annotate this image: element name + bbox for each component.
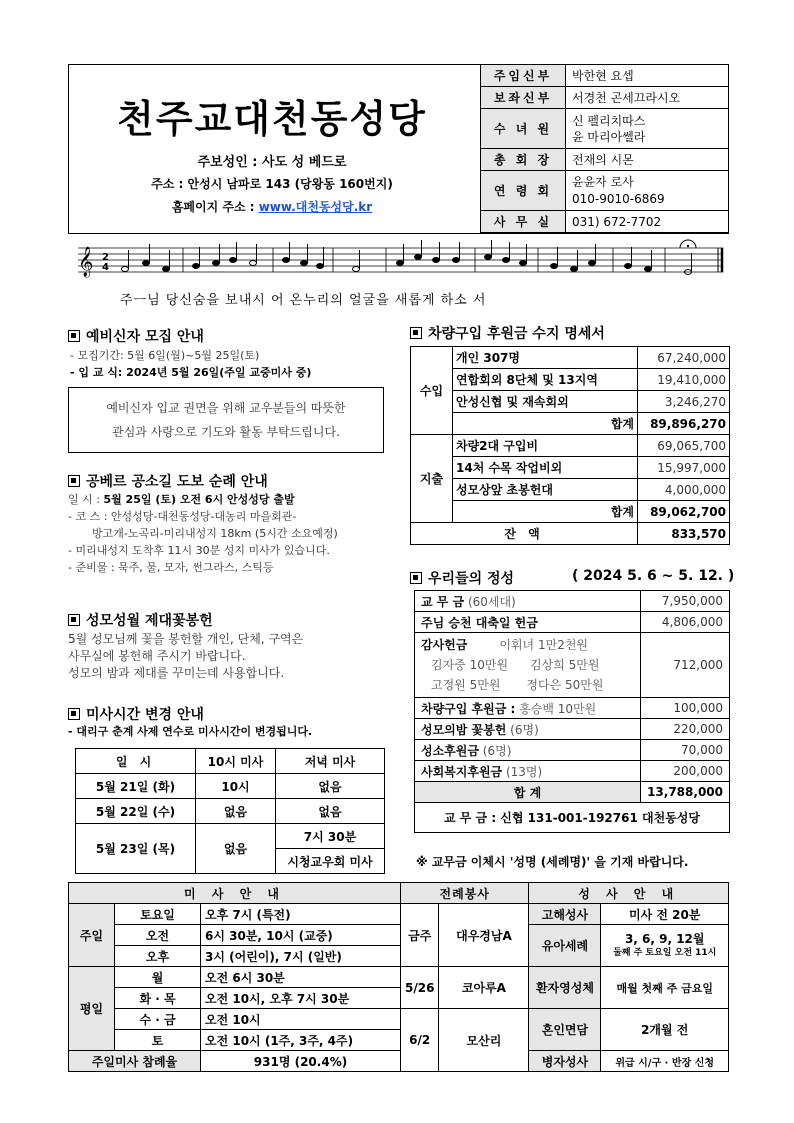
table-row: 화 · 목 오전 10시, 오후 7시 30분 bbox=[69, 988, 729, 1009]
flower-text: 5월 성모님께 꽃을 봉헌할 개인, 단체, 구역은 사무실에 봉헌해 주시기 바랍니다. 성모의 밤과 제대를 꾸미는데 사용합니다. bbox=[68, 632, 304, 680]
catechumen-box: 예비신자 입교 권면을 위해 교우분들의 따뜻한 관심과 사랑으로 기도와 활동 부탁드립니다. bbox=[68, 387, 384, 453]
offering-period: ( 2024 5. 6 ~ 5. 12. ) bbox=[572, 568, 735, 584]
square-bullet-icon bbox=[410, 327, 422, 339]
table-row: 사회복지후원금 (13명) 200,000 bbox=[415, 761, 730, 782]
homepage bbox=[80, 198, 464, 215]
church-title: 천주교대천동성당 bbox=[117, 97, 427, 141]
catechumen-title: 예비신자 모집 안내 bbox=[68, 326, 204, 346]
staff-name: 박한현 요셉 bbox=[566, 65, 729, 87]
table-row: 지출 차량2대 구입비 69,065,700 bbox=[411, 435, 730, 457]
square-bullet-icon bbox=[68, 614, 80, 626]
patron-saint: 주보성인 : 사도 성 베드로 bbox=[197, 155, 347, 170]
table-row: 수 · 금 오전 10시 6/2 모산리 혼인면담 2개월 전 bbox=[69, 1009, 729, 1030]
table-row: 14처 수목 작업비외 15,997,000 bbox=[411, 457, 730, 479]
table-row: 시청교우회 미사 bbox=[76, 849, 385, 874]
table-row: 일 시 10시 미사 저녁 미사 bbox=[76, 749, 385, 774]
staff-role: 연 령 회 bbox=[481, 171, 566, 211]
staff-name: 전재의 시몬 bbox=[566, 149, 729, 171]
treble-clef-icon: 𝄞 bbox=[78, 247, 94, 277]
homepage-label: 홈페이지 주소 : bbox=[171, 200, 255, 214]
table-row: 주일 토요일 오후 7시 (특전) 금주 대우경남A 고해성사 미사 전 20분 bbox=[69, 904, 729, 925]
mass-change-title: 미사시간 변경 안내 bbox=[68, 704, 204, 724]
vehicle-table bbox=[410, 346, 730, 545]
table-row: 5월 21일 (화) 10시 없음 bbox=[76, 774, 385, 799]
staff-name: 윤윤자 로사 010-9010-6869 bbox=[566, 171, 729, 211]
mass-change-table bbox=[75, 748, 385, 874]
staff-name: 031) 672-7702 bbox=[566, 211, 729, 233]
catechumen-entry: - 입 교 식: 2024년 5월 26일(주일 교중미사 중) bbox=[70, 366, 312, 379]
table-row: 5월 23일 (목) 없음 7시 30분 bbox=[76, 824, 385, 849]
table-row: 토 오전 10시 (1주, 3주, 4주) bbox=[69, 1030, 729, 1051]
square-bullet-icon bbox=[410, 572, 422, 584]
table-row: 주님 승천 대축일 헌금 4,806,000 bbox=[415, 612, 730, 633]
table-row: 교 무 금 : 신협 131-001-192761 대천동성당 bbox=[415, 803, 730, 833]
table-row: 잔 액 833,570 bbox=[411, 523, 730, 545]
table-row: 연합회외 8단체 및 13지역 19,410,000 bbox=[411, 369, 730, 391]
catechumen-period: - 모집기간: 5월 6일(월)~5월 25일(토) bbox=[70, 349, 260, 362]
flower-title: 성모성월 제대꽃봉헌 bbox=[68, 610, 213, 630]
homepage-link[interactable]: www.대천동성당.kr bbox=[258, 200, 373, 214]
pilgrim-details: 일 시 : 5월 25일 (토) 오전 6시 안성성당 출발 - 코 스 : 안성성당-대천동성당-대농리 마을회관- 방고개-노곡리-미리내성지 18km (5시간 소요예정) - 미리내성지 도착후 11시 30분 성지 미사가 있습니다. - 준비물 : 묵주, 물, 모자, 썬그라스, 스틱등 bbox=[68, 493, 338, 574]
address: 주소 : 안성시 남파로 143 (당왕동 160번지) bbox=[151, 177, 393, 191]
pilgrim-title: 공베르 공소길 도보 순례 안내 bbox=[68, 471, 268, 491]
table-row: 교 무 금 (60세대) 7,950,000 bbox=[415, 591, 730, 612]
offering-note: ※ 교무금 이체시 '성명 (세례명)' 을 기재 바랍니다. bbox=[416, 855, 689, 869]
vehicle-title: 차량구입 후원금 수지 명세서 bbox=[410, 323, 605, 343]
hymn-score bbox=[68, 238, 729, 286]
staff-role: 수 녀 원 bbox=[481, 109, 566, 149]
svg-text:4: 4 bbox=[102, 262, 109, 273]
schedule-table bbox=[68, 882, 729, 1072]
table-row: 미 사 안 내 전례봉사 성 사 안 내 bbox=[69, 883, 729, 904]
table-row: 합 계 13,788,000 bbox=[415, 782, 730, 803]
hymn-lyrics: 주ㅡ님 당신숨을 보내시 어 온누리의 얼굴을 새롭게 하소 서 bbox=[120, 293, 487, 308]
table-row: 성소후원금 (6명) 70,000 bbox=[415, 740, 730, 761]
table-row: 성모의밤 꽃봉헌 (6명) 220,000 bbox=[415, 719, 730, 740]
table-row: 평일 월 오전 6시 30분 5/26 코아루A 환자영성체 매월 첫째 주 금요일 bbox=[69, 967, 729, 988]
square-bullet-icon bbox=[68, 708, 80, 720]
table-row: 수입 개인 307명 67,240,000 bbox=[411, 347, 730, 369]
table-row: 오전 6시 30분, 10시 (교중) 유아세례 3, 6, 9, 12월 둘째 주 토요일 오전 11시 bbox=[69, 925, 729, 946]
staff-table bbox=[480, 64, 729, 233]
staff-name: 서경천 곤세끄라시오 bbox=[566, 87, 729, 109]
offering-table bbox=[414, 590, 730, 833]
table-row: 합계 89,062,700 bbox=[411, 501, 730, 523]
table-row: 오후 3시 (어린이), 7시 (일반) bbox=[69, 946, 729, 967]
staff-role: 사 무 실 bbox=[481, 211, 566, 233]
table-row: 5월 22일 (수) 없음 없음 bbox=[76, 799, 385, 824]
staff-role: 보좌신부 bbox=[481, 87, 566, 109]
staff-name: 신 펠리치따스 윤 마리아쎌라 bbox=[566, 109, 729, 149]
offering-title: 우리들의 정성 bbox=[410, 568, 514, 588]
mass-change-note: - 대리구 춘계 사제 연수로 미사시간이 변경됩니다. bbox=[68, 725, 313, 738]
svg-text:2: 2 bbox=[102, 252, 109, 263]
staff-role: 총 회 장 bbox=[481, 149, 566, 171]
table-row: 주일미사 참례율 931명 (20.4%) 병자성사 위급 시/구 · 반장 신청 bbox=[69, 1051, 729, 1072]
square-bullet-icon bbox=[68, 475, 80, 487]
table-row: 차량구입 후원금 : 홍승백 10만원 100,000 bbox=[415, 698, 730, 719]
table-row: 안성신협 및 재속회외 3,246,270 bbox=[411, 391, 730, 413]
table-row: 성모상앞 초봉헌대 4,000,000 bbox=[411, 479, 730, 501]
table-row: 합계 89,896,270 bbox=[411, 413, 730, 435]
table-row: 감사헌금 이휘녀 1만2천원 김자중 10만원 김상희 5만원 고정원 5만원 정다은 50만원 712,000 bbox=[415, 633, 730, 698]
staff-role: 주임신부 bbox=[481, 65, 566, 87]
square-bullet-icon bbox=[68, 330, 80, 342]
